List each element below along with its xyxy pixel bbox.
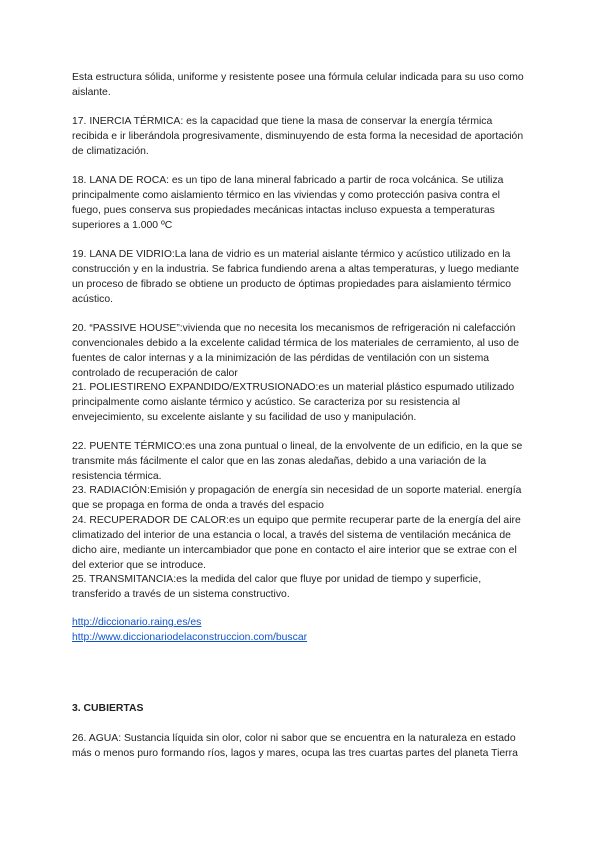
section-heading-cubiertas: 3. CUBIERTAS (72, 703, 144, 714)
definition-lana-de-roca: 18. LANA DE ROCA: es un tipo de lana mineral fabricado a partir de roca volcánica. Se utiliza principalmente como aislamiento térmico en las viviendas y como protección pasiva contra el fuego, pues conserva sus propiedades mecánicas intactas incluso expuesta a temperaturas superiores a 1.000 ºC (72, 175, 504, 231)
definition-radiacion: 23. RADIACIÓN:Emisión y propagación de energía sin necesidad de un soporte material. energía que se propaga en forma de onda a través del espacio (72, 485, 522, 511)
definition-recuperador-de-calor: 24. RECUPERADOR DE CALOR:es un equipo que permite recuperar parte de la energía del aire climatizado del interior de una estancia o local, a través del sistema de ventilación mecánica de dicho aire, mediante un intercambiador que pone en contacto el aire interior que se extrae con el del exterior que se introduce. (72, 515, 521, 571)
definition-lana-de-vidrio: 19. LANA DE VIDRIO:La lana de vidrio es un material aislante térmico y acústico utilizado en la construcción y en la industria. Se fabrica fundiendo arena a altas temperaturas, y luego mediante un proceso de fibrado se obtiene un producto de óptimas propiedades para aislamiento térmico acústico. (72, 249, 520, 305)
definition-agua: 26. AGUA: Sustancia líquida sin olor, color ni sabor que se encuentra en la naturaleza en estado más o menos puro formando ríos, lagos y mares, ocupa las tres cuartas partes del planeta Tierra (72, 733, 518, 759)
definition-inercia-termica: 17. INERCIA TÉRMICA: es la capacidad que tiene la masa de conservar la energía térmica recibida e ir liberándola progresivamente, disminuyendo de esta forma la necesidad de aportación de climatización. (72, 116, 524, 157)
definition-transmitancia: 25. TRANSMITANCIA:es la medida del calor que fluye por unidad de tiempo y superficie, transferido a través de un sistema constructivo. (72, 574, 482, 600)
definition-passive-house: 20. “PASSIVE HOUSE”:vivienda que no necesita los mecanismos de refrigeración ni calefacción convencionales debido a la excelente calidad térmica de los materiales de cerramiento, al uso de fuentes de calor internas y a la minimización de las pérdidas de ventilación con un sistema controlado de recuperación de calor (72, 323, 520, 379)
definition-poliestireno: 21. POLIESTIRENO EXPANDIDO/EXTRUSIONADO:es un material plástico espumado utilizado principalmente como aislante térmico y acústico. Se caracteriza por su resistencia al envejecimiento, su excelente aislante y su facilidad de uso y manipulación. (72, 382, 515, 423)
definition-puente-termico: 22. PUENTE TÉRMICO:es una zona puntual o lineal, de la envolvente de un edificio, en la que se transmite más fácilmente el calor que en las zonas aledañas, debido a una variación de la resistencia térmica. (72, 441, 523, 482)
link-diccionario-construccion[interactable]: http://www.diccionariodelaconstruccion.com/buscar (72, 632, 308, 643)
intro-paragraph: Esta estructura sólida, uniforme y resistente posee una fórmula celular indicada para su uso como aislante. (72, 72, 524, 98)
link-diccionario-raing[interactable]: http://diccionario.raing.es/es (72, 617, 202, 628)
